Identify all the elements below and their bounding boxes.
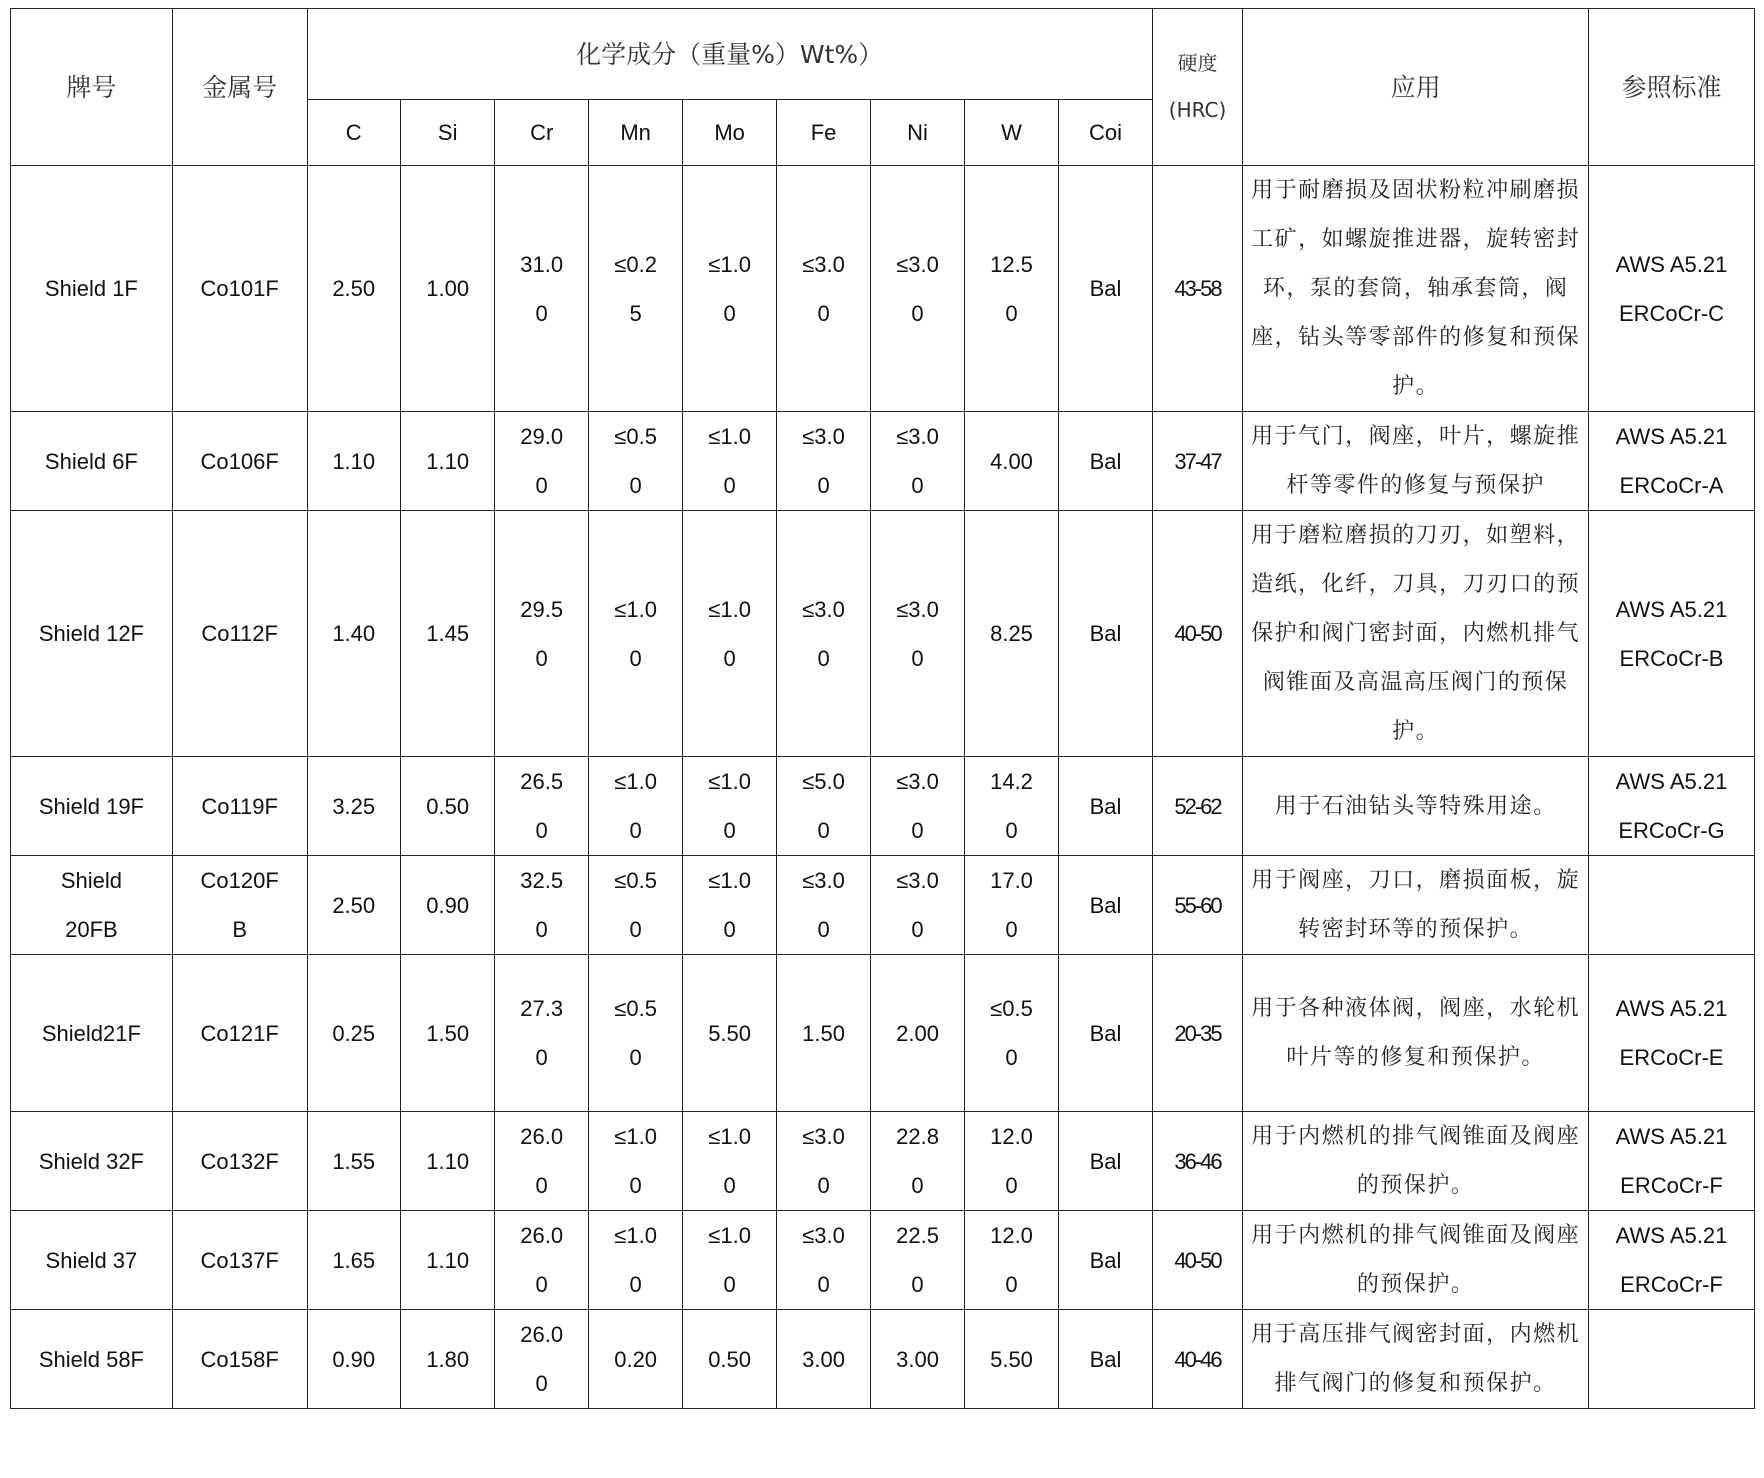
cell-cr-text: 32.50	[520, 868, 564, 942]
cell-fe	[776, 166, 870, 412]
standard-line-2: ERCoCr-F	[1620, 1173, 1723, 1198]
standard-line-2: ERCoCr-F	[1620, 1272, 1723, 1297]
cell-w	[964, 1112, 1058, 1211]
cell-ni	[871, 412, 964, 511]
cell-mo	[683, 1112, 776, 1211]
cell-application: 用于各种液体阀，阀座，水轮机叶片等的修复和预保护。	[1243, 955, 1589, 1112]
header-element-si: Si	[400, 100, 494, 166]
cell-hardness: 52-62	[1152, 757, 1242, 856]
cell-w	[964, 166, 1058, 412]
cell-co: Bal	[1059, 955, 1153, 1112]
cell-si: 1.10	[400, 1211, 494, 1310]
cell-application: 用于气门，阀座，叶片，螺旋推杆等零件的修复与预保护	[1243, 412, 1589, 511]
cell-mn	[588, 856, 682, 955]
cell-c: 1.65	[307, 1211, 400, 1310]
cell-cr-text: 26.00	[520, 1124, 564, 1198]
cell-ni-text: ≤3.00	[896, 424, 939, 498]
cell-c: 1.40	[307, 511, 400, 757]
cell-mo	[683, 166, 776, 412]
cell-w-text: ≤0.50	[990, 996, 1033, 1070]
standard-line-1: AWS A5.21	[1615, 769, 1728, 794]
cell-grade: Shield21F	[11, 955, 173, 1112]
cell-standard	[1589, 166, 1755, 412]
cell-metal-no: Co132F	[172, 1112, 307, 1211]
cell-cr	[495, 955, 588, 1112]
cell-cr	[495, 166, 588, 412]
header-element-fe: Fe	[776, 100, 870, 166]
cell-ni: 3.00	[871, 1310, 964, 1409]
cell-cr	[495, 757, 588, 856]
cell-w-text: 12.50	[990, 251, 1033, 326]
cell-w-text: 12.00	[990, 1124, 1033, 1198]
standard-line-2: ERCoCr-A	[1619, 473, 1724, 498]
header-hardness-label: 硬度	[1177, 51, 1218, 75]
cell-co: Bal	[1059, 1310, 1153, 1409]
cell-mo	[683, 511, 776, 757]
cell-grade: Shield 32F	[11, 1112, 173, 1211]
cell-metal-no: Co119F	[172, 757, 307, 856]
cell-application: 用于磨粒磨损的刀刃，如塑料，造纸，化纤，刀具，刀刃口的预保护和阀门密封面，内燃机排气阀锥面及高温高压阀门的预保护。	[1243, 511, 1589, 757]
alloy-spec-table	[10, 8, 1755, 1409]
cell-ni-text: ≤3.00	[896, 251, 939, 326]
cell-metal-no: Co101F	[172, 166, 307, 412]
cell-co: Bal	[1059, 856, 1153, 955]
cell-w-text: 12.00	[990, 1223, 1033, 1297]
table-row	[11, 955, 1755, 1112]
cell-c: 0.90	[307, 1310, 400, 1409]
standard-line-1: AWS A5.21	[1615, 424, 1728, 449]
table-row	[11, 1211, 1755, 1310]
header-element-mo: Mo	[683, 100, 776, 166]
cell-ni	[871, 856, 964, 955]
cell-grade: Shield 58F	[11, 1310, 173, 1409]
standard-line-1: AWS A5.21	[1615, 251, 1728, 277]
cell-fe	[776, 412, 870, 511]
cell-mo-text: ≤1.00	[708, 1124, 751, 1198]
table-row	[11, 412, 1755, 511]
cell-ni: 2.00	[871, 955, 964, 1112]
cell-standard	[1589, 1310, 1755, 1409]
cell-mn-text: ≤0.50	[614, 868, 657, 942]
header-element-w: W	[964, 100, 1058, 166]
cell-cr-text: 26.50	[520, 769, 564, 843]
cell-application: 用于耐磨损及固状粉粒冲刷磨损工矿，如螺旋推进器，旋转密封环，泵的套筒，轴承套筒，阀座，钻头等零部件的修复和预保护。	[1243, 166, 1589, 412]
cell-c: 2.50	[307, 166, 400, 412]
cell-w-text: 17.00	[990, 868, 1033, 942]
cell-si: 0.90	[400, 856, 494, 955]
cell-mn	[588, 1211, 682, 1310]
cell-c: 1.55	[307, 1112, 400, 1211]
cell-mn-text: ≤0.50	[614, 424, 657, 498]
cell-cr	[495, 412, 588, 511]
cell-w: 4.00	[964, 412, 1058, 511]
cell-mn-text: ≤1.00	[614, 1124, 657, 1198]
table-row	[11, 166, 1755, 412]
cell-mn	[588, 166, 682, 412]
header-hardness	[1152, 9, 1242, 166]
cell-w	[964, 955, 1058, 1112]
cell-si: 1.00	[400, 166, 494, 412]
cell-cr-text: 27.30	[520, 996, 564, 1070]
cell-c: 0.25	[307, 955, 400, 1112]
cell-hardness: 37-47	[1152, 412, 1242, 511]
cell-grade: Shield 1F	[11, 166, 173, 412]
cell-w	[964, 757, 1058, 856]
cell-ni	[871, 1112, 964, 1211]
cell-mn	[588, 511, 682, 757]
cell-cr	[495, 1112, 588, 1211]
header-element-c: C	[307, 100, 400, 166]
cell-si: 1.45	[400, 511, 494, 757]
cell-fe-text: ≤3.00	[802, 1124, 845, 1198]
cell-standard	[1589, 955, 1755, 1112]
cell-application: 用于内燃机的排气阀锥面及阀座的预保护。	[1243, 1211, 1589, 1310]
cell-si: 0.50	[400, 757, 494, 856]
cell-ni-text: 22.80	[896, 1124, 939, 1198]
cell-cr	[495, 856, 588, 955]
header-grade: 牌号	[11, 9, 173, 166]
cell-co: Bal	[1059, 412, 1153, 511]
cell-application: 用于阀座，刀口，磨损面板，旋转密封环等的预保护。	[1243, 856, 1589, 955]
cell-co: Bal	[1059, 1112, 1153, 1211]
cell-fe	[776, 856, 870, 955]
cell-co: Bal	[1059, 1211, 1153, 1310]
cell-standard	[1589, 511, 1755, 757]
cell-mn-text: ≤1.00	[614, 596, 657, 671]
cell-fe: 3.00	[776, 1310, 870, 1409]
cell-mo-text: ≤1.00	[708, 769, 751, 843]
cell-metal-no	[172, 856, 307, 955]
cell-ni	[871, 757, 964, 856]
cell-ni	[871, 166, 964, 412]
cell-mn	[588, 955, 682, 1112]
cell-fe	[776, 511, 870, 757]
standard-line-1: AWS A5.21	[1615, 1223, 1728, 1248]
standard-line-2: ERCoCr-C	[1618, 300, 1725, 326]
standard-line-1: AWS A5.21	[1615, 596, 1728, 622]
cell-cr	[495, 511, 588, 757]
cell-hardness: 55-60	[1152, 856, 1242, 955]
cell-metal-no: Co158F	[172, 1310, 307, 1409]
cell-grade-text: Shield 20FB	[60, 868, 122, 942]
cell-mo-text: ≤1.00	[708, 1223, 751, 1297]
cell-mn	[588, 757, 682, 856]
cell-si: 1.10	[400, 1112, 494, 1211]
cell-cr-text: 29.50	[520, 596, 564, 671]
cell-metal-no: Co121F	[172, 955, 307, 1112]
cell-hardness: 43-58	[1152, 166, 1242, 412]
table-row	[11, 511, 1755, 757]
header-application: 应用	[1243, 9, 1589, 166]
cell-c: 1.10	[307, 412, 400, 511]
cell-grade: Shield 6F	[11, 412, 173, 511]
cell-mo: 5.50	[683, 955, 776, 1112]
cell-fe-text: ≤3.00	[802, 251, 845, 326]
cell-fe: 1.50	[776, 955, 870, 1112]
cell-standard	[1589, 1211, 1755, 1310]
cell-application: 用于内燃机的排气阀锥面及阀座的预保护。	[1243, 1112, 1589, 1211]
cell-w: 8.25	[964, 511, 1058, 757]
cell-hardness: 36-46	[1152, 1112, 1242, 1211]
cell-hardness: 40-50	[1152, 1211, 1242, 1310]
cell-hardness: 40-46	[1152, 1310, 1242, 1409]
cell-ni	[871, 1211, 964, 1310]
standard-line-2: ERCoCr-E	[1619, 1045, 1724, 1070]
cell-ni-text: ≤3.00	[896, 769, 939, 843]
table-row	[11, 1310, 1755, 1409]
cell-standard	[1589, 1112, 1755, 1211]
header-hardness-unit: (HRC)	[1168, 98, 1227, 122]
cell-fe-text: ≤5.00	[802, 769, 845, 843]
header-element-cr: Cr	[495, 100, 588, 166]
cell-grade: Shield 12F	[11, 511, 173, 757]
cell-mo	[683, 757, 776, 856]
standard-line-2: ERCoCr-G	[1618, 818, 1725, 843]
cell-ni-text: ≤3.00	[896, 868, 939, 942]
cell-w	[964, 856, 1058, 955]
cell-mn-text: ≤1.00	[614, 769, 657, 843]
header-composition: 化学成分（重量%）Wt%）	[307, 9, 1152, 100]
cell-grade	[11, 856, 173, 955]
cell-fe-text: ≤3.00	[802, 596, 845, 671]
cell-cr	[495, 1211, 588, 1310]
cell-fe-text: ≤3.00	[802, 424, 845, 498]
cell-mo-text: ≤1.00	[708, 868, 751, 942]
header-element-co: Coi	[1059, 100, 1153, 166]
cell-cr-text: 31.00	[520, 251, 564, 326]
cell-mn-text: ≤0.50	[614, 996, 657, 1070]
table-row	[11, 856, 1755, 955]
cell-c: 2.50	[307, 856, 400, 955]
cell-ni-text: 22.50	[896, 1223, 939, 1297]
header-element-ni: Ni	[871, 100, 964, 166]
cell-c: 3.25	[307, 757, 400, 856]
cell-mo-text: ≤1.00	[708, 596, 751, 671]
table-row	[11, 1112, 1755, 1211]
cell-mo-text: ≤1.00	[708, 424, 751, 498]
cell-standard	[1589, 856, 1755, 955]
standard-line-1: AWS A5.21	[1615, 996, 1728, 1021]
cell-w: 5.50	[964, 1310, 1058, 1409]
cell-application: 用于石油钻头等特殊用途。	[1243, 757, 1589, 856]
cell-application: 用于高压排气阀密封面，内燃机排气阀门的修复和预保护。	[1243, 1310, 1589, 1409]
cell-grade: Shield 37	[11, 1211, 173, 1310]
cell-ni-text: ≤3.00	[896, 596, 939, 671]
cell-fe-text: ≤3.00	[802, 868, 845, 942]
cell-hardness: 20-35	[1152, 955, 1242, 1112]
cell-mo	[683, 1211, 776, 1310]
table-row	[11, 757, 1755, 856]
header-metal-no: 金属号	[172, 9, 307, 166]
cell-si: 1.80	[400, 1310, 494, 1409]
cell-mn	[588, 1112, 682, 1211]
cell-mn-text: ≤0.25	[614, 251, 657, 326]
standard-line-1: AWS A5.21	[1615, 1124, 1728, 1149]
cell-grade: Shield 19F	[11, 757, 173, 856]
cell-metal-no: Co106F	[172, 412, 307, 511]
cell-mn: 0.20	[588, 1310, 682, 1409]
cell-mn-text: ≤1.00	[614, 1223, 657, 1297]
header-standard: 参照标准	[1589, 9, 1755, 166]
cell-mo-text: ≤1.00	[708, 251, 751, 326]
cell-mn	[588, 412, 682, 511]
cell-cr	[495, 1310, 588, 1409]
cell-fe	[776, 757, 870, 856]
header-element-mn: Mn	[588, 100, 682, 166]
cell-fe-text: ≤3.00	[802, 1223, 845, 1297]
cell-cr-text: 26.00	[520, 1223, 564, 1297]
cell-standard	[1589, 757, 1755, 856]
cell-hardness: 40-50	[1152, 511, 1242, 757]
cell-mo: 0.50	[683, 1310, 776, 1409]
cell-standard	[1589, 412, 1755, 511]
cell-w-text: 14.20	[990, 769, 1033, 843]
cell-fe	[776, 1211, 870, 1310]
standard-line-2: ERCoCr-B	[1619, 645, 1724, 671]
cell-mo	[683, 856, 776, 955]
cell-w	[964, 1211, 1058, 1310]
cell-cr-text: 26.00	[520, 1322, 564, 1396]
cell-si: 1.10	[400, 412, 494, 511]
cell-metal-no-text: Co120FB	[200, 868, 279, 942]
cell-cr-text: 29.00	[520, 424, 564, 498]
cell-co: Bal	[1059, 166, 1153, 412]
cell-co: Bal	[1059, 511, 1153, 757]
cell-si: 1.50	[400, 955, 494, 1112]
cell-co: Bal	[1059, 757, 1153, 856]
cell-metal-no: Co137F	[172, 1211, 307, 1310]
cell-mo	[683, 412, 776, 511]
cell-ni	[871, 511, 964, 757]
cell-metal-no: Co112F	[172, 511, 307, 757]
cell-fe	[776, 1112, 870, 1211]
